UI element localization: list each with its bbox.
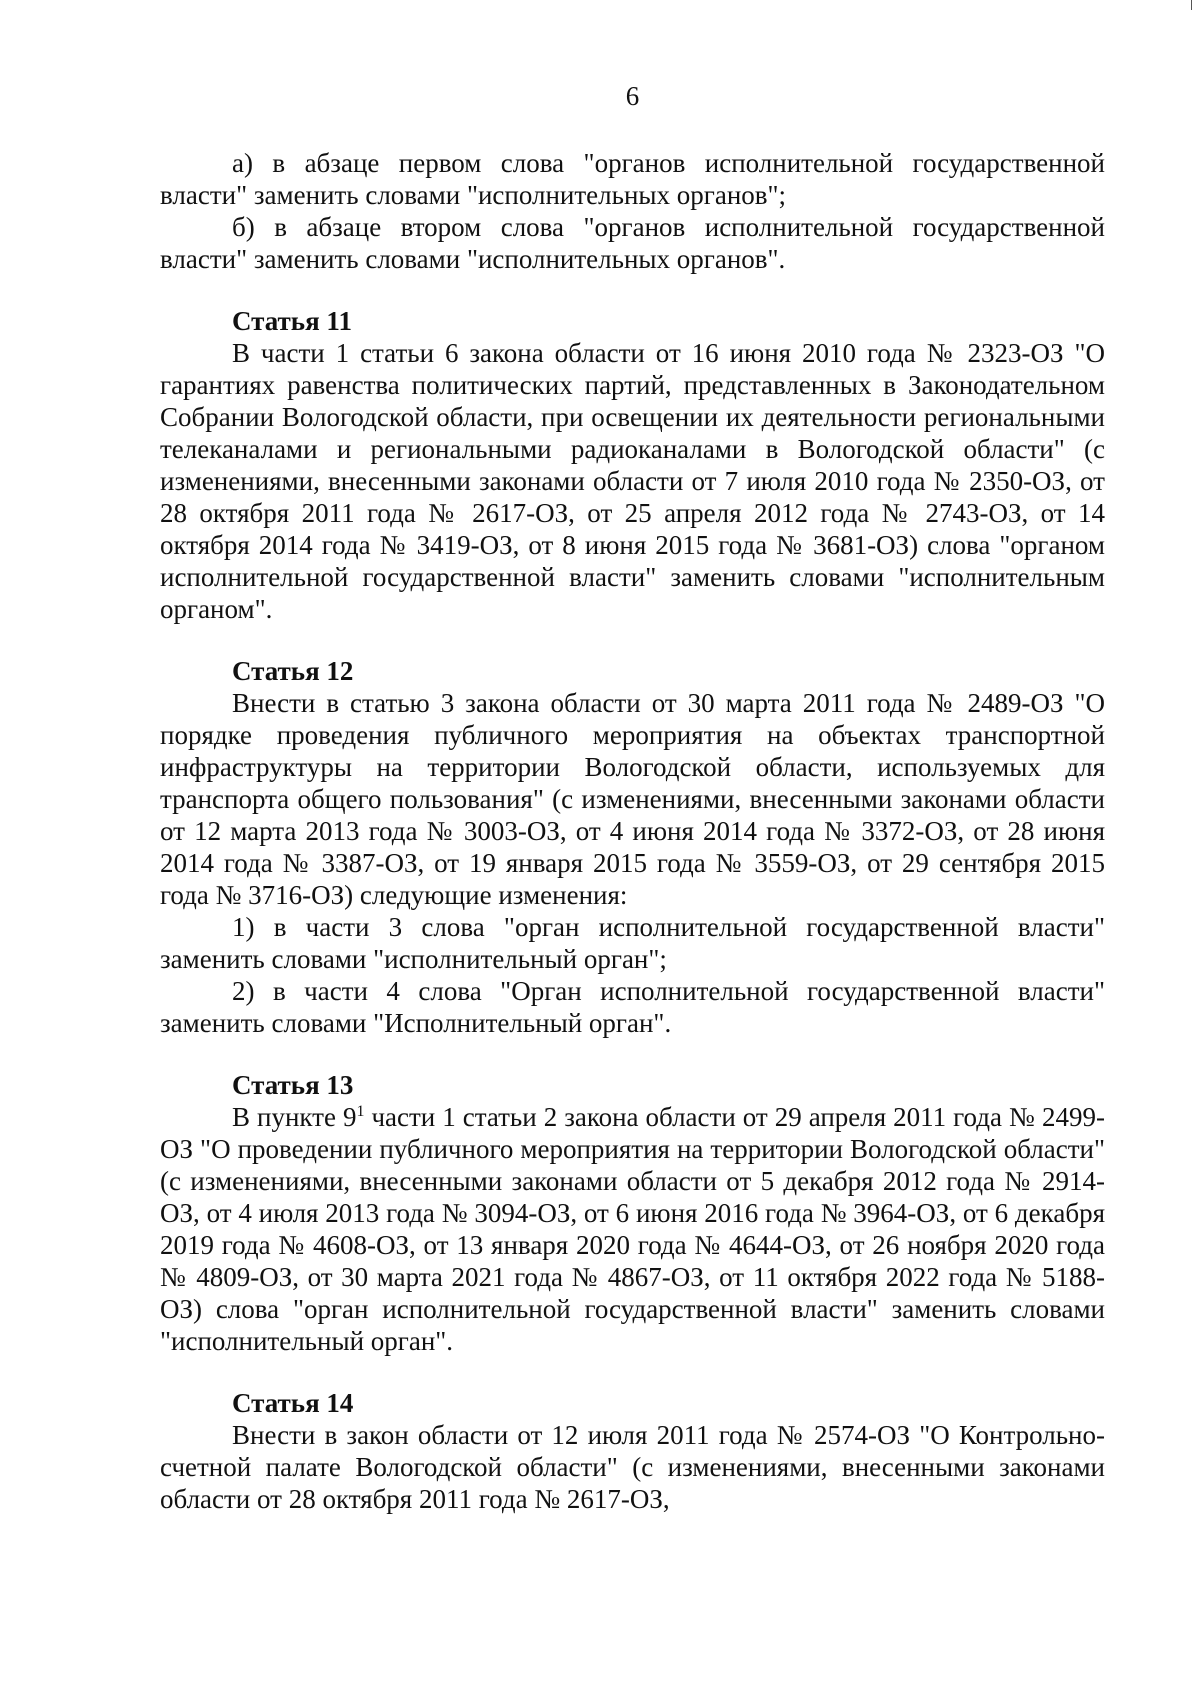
article-paragraph: [160, 1101, 1105, 1357]
intro-item-a: а) в абзаце первом слова "органов исполнительной государственной власти" заменить словами "исполнительных органов";: [160, 148, 1105, 210]
article-13: [160, 1069, 1105, 1357]
article-14: [160, 1387, 1105, 1515]
page-number: 6: [625, 81, 640, 111]
article-paragraph: В части 1 статьи 6 закона области от 16 июня 2010 года № 2323-ОЗ "О гарантиях равенства политических партий, представленных в Законодательном Собрании Вологодской области, при освещении их деятельности региональными телеканалами и региональными радиоканалами в Вологодской области" (с изменениями, внесенными законами области от 7 июля 2010 года № 2350-ОЗ, от 28 октября 2011 года № 2617-ОЗ, от 25 апреля 2012 года № 2743-ОЗ, от 14 октября 2014 года № 3419-ОЗ, от 8 июня 2015 года № 3681-ОЗ) слова "органом исполнительной государственной власти" заменить словами "исполнительным органом".: [160, 338, 1105, 624]
article-title: Статья 13: [232, 1070, 354, 1100]
superscript: 1: [356, 1103, 365, 1120]
text-run: части 1 статьи 2 закона области от 29 апреля 2011 года № 2499-ОЗ "О проведении публичного мероприятия на территории Вологодской области" (с изменениями, внесенными законами области от 5 декабря 2012 года № 2914-ОЗ, от 4 июля 2013 года № 3094-ОЗ, от 6 июня 2016 года № 3964-ОЗ, от 6 декабря 2019 года № 4608-ОЗ, от 13 января 2020 года № 4644-ОЗ, от 26 ноября 2020 года № 4809-ОЗ, от 30 марта 2021 года № 4867-ОЗ, от 11 октября 2022 года № 5188-ОЗ) слова "орган исполнительной государственной власти" заменить словами "исполнительный орган".: [160, 1102, 1105, 1356]
article-item-1: 1) в части 3 слова "орган исполнительной государственной власти" заменить словами "исполнительный орган";: [160, 912, 1105, 974]
article-11: [160, 305, 1105, 625]
article-paragraph: Внести в закон области от 12 июля 2011 года № 2574-ОЗ "О Контрольно-счетной палате Вологодской области" (с изменениями, внесенными законами области от 28 октября 2011 года № 2617-ОЗ,: [160, 1420, 1105, 1514]
article-item-2: 2) в части 4 слова "Орган исполнительной государственной власти" заменить словами "Исполнительный орган".: [160, 976, 1105, 1038]
article-title: Статья 11: [232, 306, 352, 336]
text-run: В пункте 9: [232, 1102, 357, 1132]
scan-edge-mark: [1191, 0, 1192, 10]
article-12: [160, 655, 1105, 1039]
article-paragraph: Внести в статью 3 закона области от 30 марта 2011 года № 2489-ОЗ "О порядке проведения публичного мероприятия на объектах транспортной инфраструктуры на территории Вологодской области, используемых для транспорта общего пользования" (с изменениями, внесенными законами области от 12 марта 2013 года № 3003-ОЗ, от 4 июня 2014 года № 3372-ОЗ, от 28 июня 2014 года № 3387-ОЗ, от 19 января 2015 года № 3559-ОЗ, от 29 сентября 2015 года № 3716-ОЗ) следующие изменения:: [160, 688, 1105, 910]
document-body: [160, 147, 1105, 1515]
article-title: Статья 14: [232, 1388, 354, 1418]
article-title: Статья 12: [232, 656, 354, 686]
intro-item-b: б) в абзаце втором слова "органов исполнительной государственной власти" заменить словами "исполнительных органов".: [160, 212, 1105, 274]
